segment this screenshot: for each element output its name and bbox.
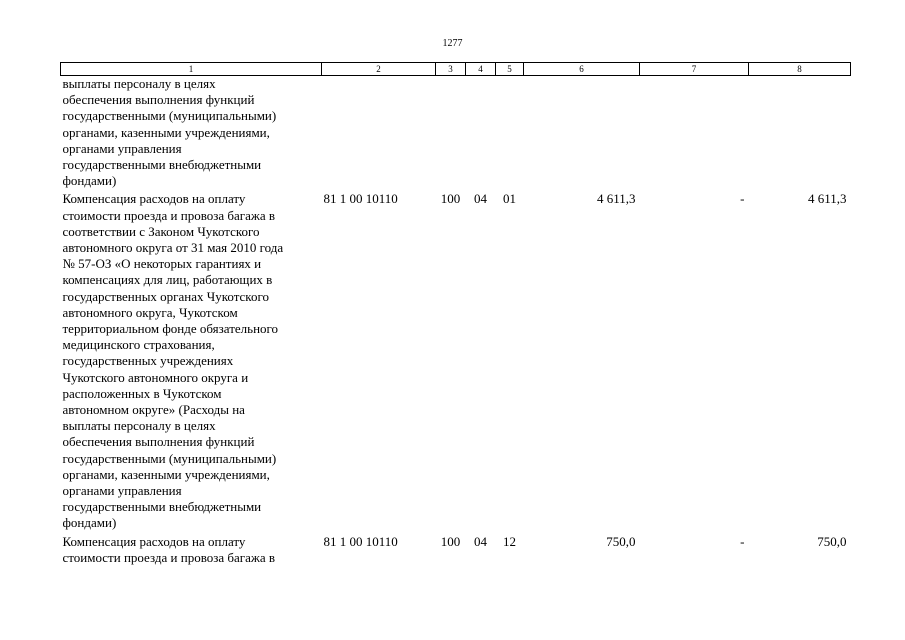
row-total: 750,0 [817,533,847,549]
column-header-8: 8 [749,63,851,76]
row-description [61,191,322,531]
row-change: - [740,191,745,207]
description-line: органами управления [62,140,182,156]
description-line: государственными внебюджетными [62,499,262,515]
description-line: государственными (муниципальными) [62,450,277,466]
row-code [322,76,436,190]
description-line: органами, казенными учреждениями, [62,124,270,140]
column-header-7: 7 [640,63,749,76]
description-line: медицинского страхования, [62,337,215,353]
row-section: 04 [474,191,487,207]
description-line: Чукотского автономного округа и [62,369,249,385]
description-line: Компенсация расходов на оплату [62,533,246,549]
description-line: государственными внебюджетными [62,157,262,173]
row-change: - [740,533,745,549]
column-header-6: 6 [524,63,640,76]
description-line: стоимости проезда и провоза багажа в [62,549,276,565]
description-line: соответствии с Законом Чукотского [62,223,260,239]
description-line: государственных учреждениях [62,353,234,369]
row-description [61,534,322,566]
column-header-3: 3 [436,63,466,76]
table-row [61,76,851,190]
description-line: автономного округа от 31 мая 2010 года [62,240,284,256]
description-line: фондами) [62,173,117,189]
row-subsection [496,76,524,190]
description-line: территориальном фонде обязательного [62,321,279,337]
row-section [466,76,496,190]
description-line: расположенных в Чукотском [62,385,222,401]
description-line: № 57-ОЗ «О некоторых гарантиях и [62,256,262,272]
table-body [61,76,851,567]
description-line: государственными (муниципальными) [62,108,277,124]
row-total [749,76,851,190]
row-amount: 750,0 [606,533,636,549]
row-subsection: 12 [503,533,516,549]
description-line: государственных органах Чукотского [62,288,269,304]
description-line: обеспечения выполнения функций [62,434,255,450]
description-line: органами, казенными учреждениями, [62,466,270,482]
table-row [61,191,851,531]
row-description [61,76,322,190]
row-expense-type [436,76,466,190]
description-line: обеспечения выполнения функций [62,92,255,108]
column-header-5: 5 [496,63,524,76]
description-line: Компенсация расходов на оплату [62,191,246,207]
description-line: выплаты персоналу в целях [62,76,216,91]
description-line: фондами) [62,515,117,531]
row-subsection: 01 [503,191,516,207]
description-line: автономном округе» (Расходы на [62,402,245,418]
budget-table [60,62,851,566]
row-code: 81 1 00 10110 [323,191,398,207]
column-header-1: 1 [61,63,322,76]
description-line: выплаты персоналу в целях [62,418,216,434]
row-section: 04 [474,533,487,549]
table-header [61,63,851,76]
row-expense-type: 100 [440,533,461,549]
row-code: 81 1 00 10110 [323,533,398,549]
row-expense-type: 100 [440,191,461,207]
description-line: автономного округа, Чукотском [62,304,238,320]
description-line: компенсациях для лиц, работающих в [62,272,273,288]
row-amount: 4 611,3 [596,191,636,207]
column-header-4: 4 [466,63,496,76]
page-number: 1277 [442,38,463,49]
description-line: стоимости проезда и провоза багажа в [62,207,276,223]
description-line: органами управления [62,483,182,499]
column-header-2: 2 [322,63,436,76]
row-total: 4 611,3 [807,191,847,207]
row-amount [524,76,640,190]
table-row [61,534,851,566]
row-change [640,76,749,190]
